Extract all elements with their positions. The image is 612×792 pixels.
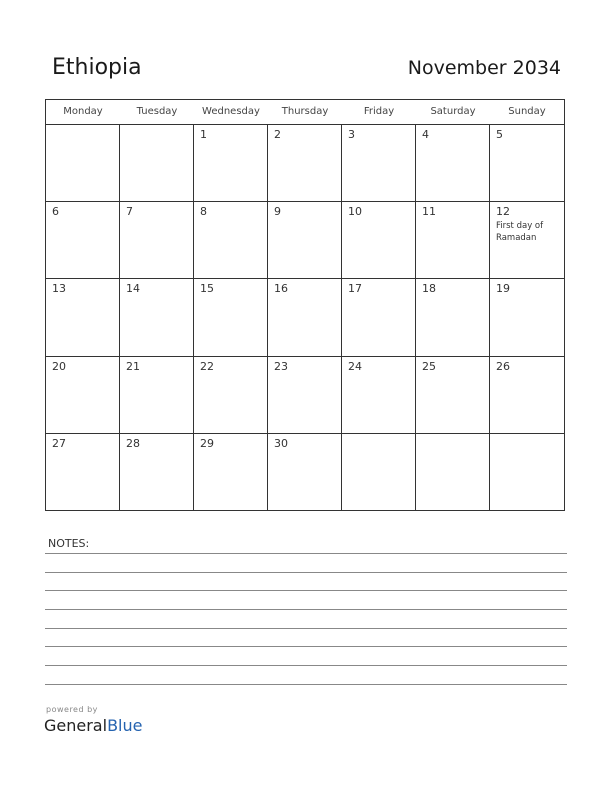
day-number: 25 [422, 359, 436, 373]
day-number: 19 [496, 282, 510, 296]
day-cell[interactable] [342, 434, 416, 511]
day-cell[interactable] [46, 357, 120, 434]
day-cell[interactable] [416, 125, 490, 202]
day-cell[interactable] [120, 125, 194, 202]
weekday-header: Friday [363, 106, 395, 117]
day-cell[interactable] [490, 279, 564, 356]
day-cell[interactable] [416, 279, 490, 356]
day-cell[interactable] [490, 202, 564, 279]
day-number: 23 [274, 359, 288, 373]
brand-blue: Blue [107, 716, 143, 735]
day-cell[interactable] [120, 357, 194, 434]
day-number: 13 [52, 282, 66, 296]
day-cell[interactable] [194, 125, 268, 202]
day-cell[interactable] [120, 434, 194, 511]
day-cell[interactable] [120, 279, 194, 356]
day-cell[interactable] [268, 125, 342, 202]
day-number: 10 [348, 205, 362, 219]
weekday-header: Saturday [430, 106, 476, 117]
note-line [45, 665, 567, 666]
day-cell[interactable] [46, 202, 120, 279]
weekday-header: Sunday [508, 106, 546, 117]
day-cell[interactable] [46, 279, 120, 356]
day-number: 11 [422, 205, 436, 219]
day-number: 2 [274, 128, 281, 141]
note-line [45, 572, 567, 573]
calendar-grid [45, 99, 565, 511]
day-cell[interactable] [490, 357, 564, 434]
month-year-title: November 2034 [407, 57, 561, 79]
day-number: 27 [52, 436, 66, 450]
day-cell[interactable] [342, 279, 416, 356]
day-cell[interactable] [342, 202, 416, 279]
day-cell[interactable] [268, 434, 342, 511]
day-number: 22 [200, 359, 214, 373]
day-number: 6 [52, 205, 59, 219]
generalblue-logo[interactable] [44, 716, 142, 735]
day-number: 21 [126, 359, 140, 373]
day-number: 20 [52, 359, 66, 373]
day-cell[interactable] [46, 434, 120, 511]
note-line [45, 646, 567, 647]
day-cell[interactable] [268, 202, 342, 279]
day-number: 7 [126, 205, 133, 219]
day-cell[interactable] [268, 357, 342, 434]
day-number: 17 [348, 282, 362, 296]
day-cell[interactable] [490, 434, 564, 511]
note-line [45, 628, 567, 629]
day-number: 8 [200, 205, 207, 219]
weekday-header: Thursday [281, 106, 329, 117]
day-cell[interactable] [416, 202, 490, 279]
day-cell[interactable] [120, 202, 194, 279]
day-number: 14 [126, 282, 140, 296]
day-number: 29 [200, 436, 214, 450]
day-number: 3 [348, 128, 355, 141]
day-cell[interactable] [46, 125, 120, 202]
day-number: 30 [274, 436, 288, 450]
day-number: 15 [200, 282, 214, 296]
day-number: 12 [496, 205, 510, 219]
day-number: 26 [496, 359, 510, 373]
weekday-header: Tuesday [136, 106, 178, 117]
day-number: 4 [422, 128, 429, 141]
day-number: 24 [348, 359, 362, 373]
day-cell[interactable] [194, 202, 268, 279]
day-cell[interactable] [342, 357, 416, 434]
note-line [45, 553, 567, 554]
note-line [45, 684, 567, 685]
day-cell[interactable] [194, 357, 268, 434]
note-line [45, 609, 567, 610]
day-cell[interactable] [194, 279, 268, 356]
day-number: 18 [422, 282, 436, 296]
notes-label: NOTES: [48, 537, 90, 550]
day-cell[interactable] [268, 279, 342, 356]
calendar-days [46, 125, 564, 511]
day-number: 5 [496, 128, 503, 141]
day-number: 28 [126, 436, 140, 450]
weekday-header: Wednesday [202, 106, 260, 117]
day-cell[interactable] [342, 125, 416, 202]
day-cell[interactable] [194, 434, 268, 511]
note-line [45, 590, 567, 591]
day-number: 9 [274, 205, 281, 219]
day-number: 1 [200, 128, 207, 141]
holiday-label: First day of Ramadan [496, 221, 544, 244]
day-cell[interactable] [416, 357, 490, 434]
day-cell[interactable] [490, 125, 564, 202]
day-number: 16 [274, 282, 288, 296]
powered-by-text: powered by [46, 705, 98, 714]
brand-general: General [44, 716, 108, 735]
country-title: Ethiopia [52, 55, 142, 80]
day-cell[interactable] [416, 434, 490, 511]
weekday-header: Monday [63, 106, 103, 117]
weekday-header-row [46, 100, 564, 125]
